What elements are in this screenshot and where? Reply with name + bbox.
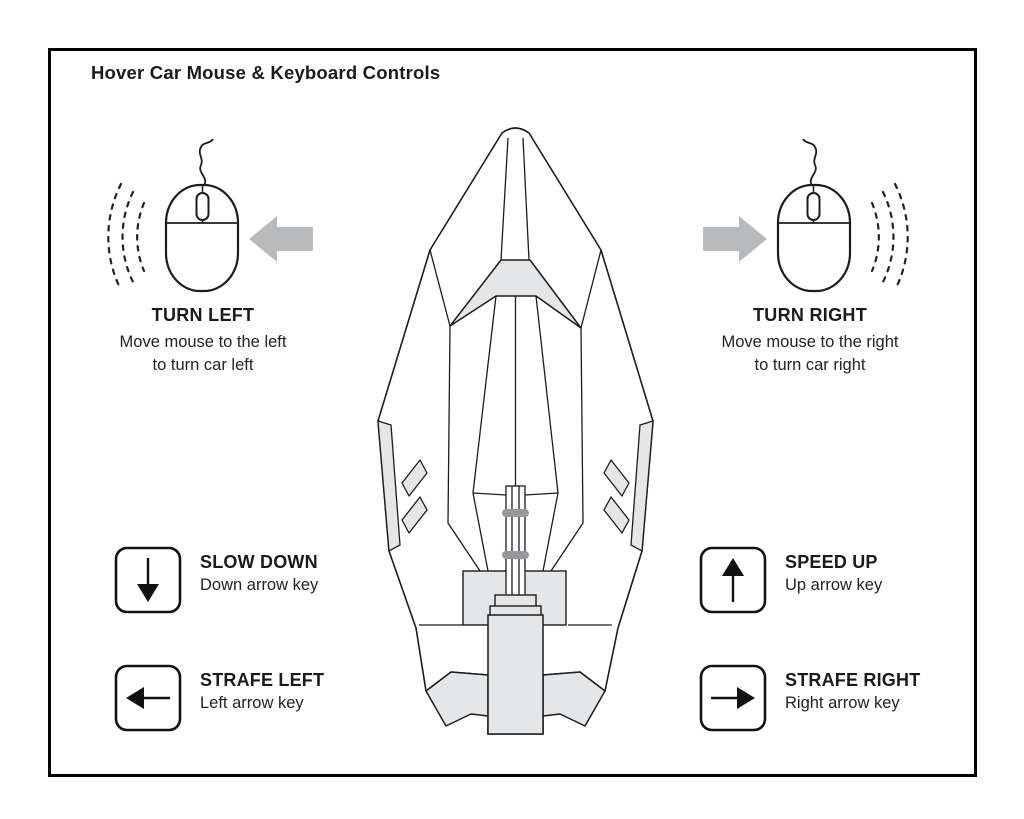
- car-rail-clamp: [502, 509, 529, 517]
- mouse-wheel-icon: [197, 193, 209, 220]
- slow-down-subtitle: Down arrow key: [200, 576, 319, 594]
- speed-up-legend: [785, 552, 882, 595]
- strafe-left-subtitle: Left arrow key: [200, 694, 304, 712]
- strafe-left-legend: [200, 670, 324, 713]
- turn-left-title: TURN LEFT: [151, 305, 255, 325]
- mouse-with-right-arrow-icon: [701, 139, 913, 297]
- turn-right-legend: [710, 305, 910, 377]
- turn-left-legend: [103, 305, 303, 377]
- car-thruster-pedestal: [490, 595, 541, 617]
- strafe-right-legend: [785, 670, 920, 713]
- mouse-with-left-arrow-icon: [103, 139, 315, 297]
- up-arrow-key-icon: [698, 545, 768, 615]
- motion-arcs-icon: [108, 184, 144, 290]
- turn-right-line1: Move mouse to the right: [721, 333, 899, 351]
- car-rail-clamp: [502, 551, 529, 559]
- car-thruster: [488, 615, 543, 734]
- strafe-right-subtitle: Right arrow key: [785, 694, 900, 712]
- slow-down-legend: [200, 552, 318, 595]
- car-engine-rail: [502, 486, 529, 596]
- slow-down-title: SLOW DOWN: [200, 552, 318, 572]
- diagram-title: Hover Car Mouse & Keyboard Controls: [91, 62, 441, 83]
- speed-up-title: SPEED UP: [785, 552, 878, 572]
- turn-right-line2: to turn car right: [754, 356, 866, 374]
- turn-right-title: TURN RIGHT: [753, 305, 867, 325]
- left-arrow-key-icon: [113, 663, 183, 733]
- speed-up-subtitle: Up arrow key: [785, 576, 883, 594]
- turn-left-line2: to turn car left: [152, 356, 254, 374]
- diagram-frame: [48, 48, 977, 777]
- right-arrow-key-icon: [698, 663, 768, 733]
- strafe-left-title: STRAFE LEFT: [200, 670, 325, 690]
- turn-left-line1: Move mouse to the left: [119, 333, 287, 351]
- mouse-cord-icon: [200, 139, 213, 186]
- direction-arrow-icon: [249, 216, 313, 262]
- strafe-right-title: STRAFE RIGHT: [785, 670, 921, 690]
- down-arrow-key-icon: [113, 545, 183, 615]
- hover-car-illustration: [365, 125, 666, 775]
